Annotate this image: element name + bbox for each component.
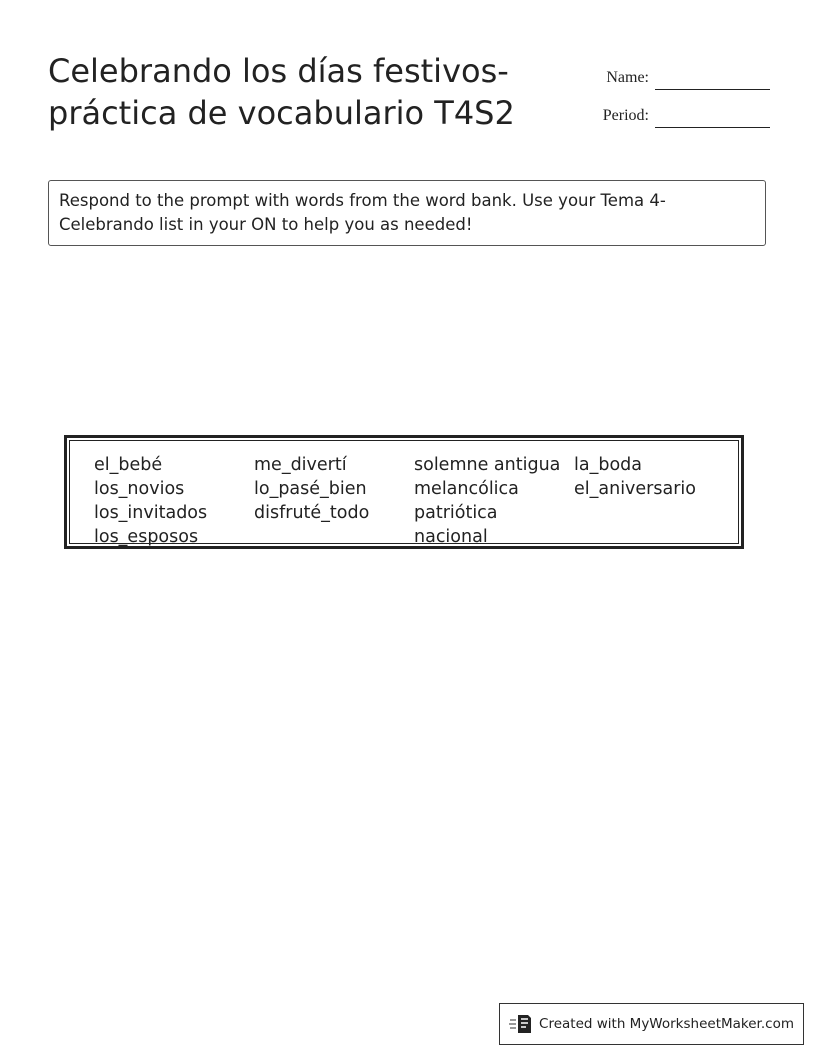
title-line-1: Celebrando los días festivos- [48, 52, 509, 90]
word-bank-item: los_novios [94, 479, 185, 499]
word-bank-item: nacional [414, 527, 488, 547]
word-bank-item: el_bebé [94, 455, 163, 475]
created-with-badge[interactable] [499, 1003, 804, 1045]
period-row [560, 90, 770, 128]
word-bank [64, 435, 744, 549]
name-row [560, 52, 770, 90]
word-bank-column-3 [414, 453, 560, 549]
period-label: Period: [602, 107, 649, 124]
word-bank-column-1 [94, 453, 207, 549]
word-bank-item: el_aniversario [574, 479, 696, 499]
word-bank-column-4 [574, 453, 696, 501]
name-label: Name: [606, 69, 649, 86]
created-with-text: Created with MyWorksheetMaker.com [539, 1016, 794, 1032]
student-info [560, 52, 770, 128]
name-blank-line [655, 69, 770, 90]
word-bank-item: disfruté_todo [254, 503, 370, 523]
word-bank-item: patriótica [414, 503, 498, 523]
instructions-text: Respond to the prompt with words from the word bank. Use your Tema 4-Celebrando list in your ON to help you as needed! [59, 191, 666, 234]
word-bank-item: los_esposos [94, 527, 199, 547]
word-bank-item: me_divertí [254, 455, 347, 475]
word-bank-inner-border [69, 440, 739, 547]
worksheet-logo-icon [509, 1013, 533, 1035]
word-bank-item: la_boda [574, 455, 642, 475]
worksheet-title [48, 50, 568, 134]
period-blank-line [655, 107, 770, 128]
word-bank-item: los_invitados [94, 503, 208, 523]
word-bank-item: melancólica [414, 479, 519, 499]
instructions-box [48, 180, 766, 246]
word-bank-item: lo_pasé_bien [254, 479, 367, 499]
word-bank-item: solemne antigua [414, 455, 561, 475]
title-line-2: práctica de vocabulario T4S2 [48, 94, 515, 132]
word-bank-column-2 [254, 453, 369, 525]
